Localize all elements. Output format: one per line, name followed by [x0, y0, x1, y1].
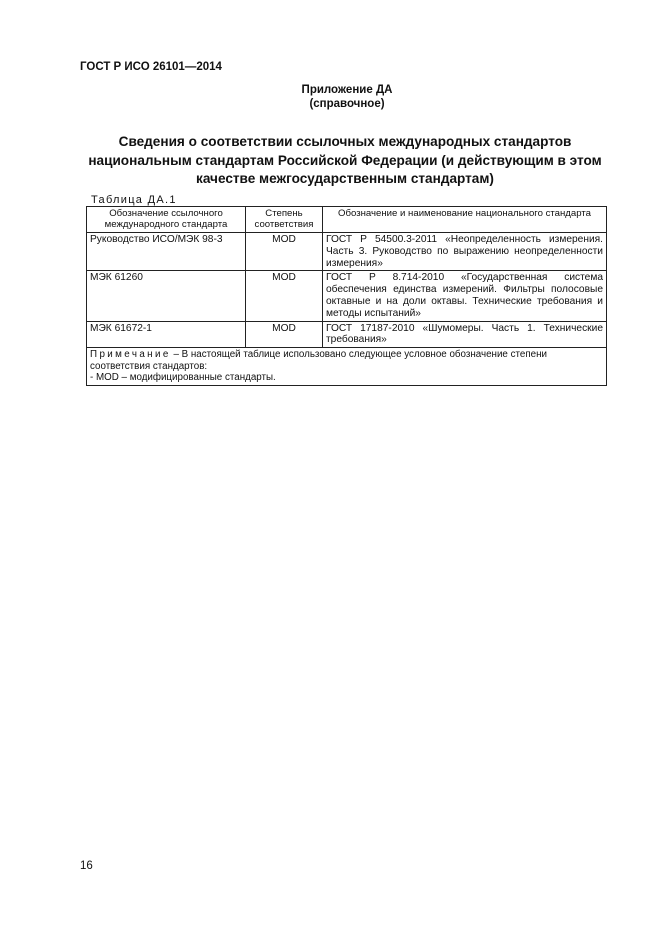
table-header-row	[87, 207, 607, 233]
table-note-row	[87, 348, 607, 386]
annex-title: Приложение ДА	[301, 84, 393, 96]
cell-national-standard: ГОСТ Р 54500.3-2011 «Неопределенность измерения. Часть 3. Руководство по выражению неопределенности измерения»	[323, 233, 607, 271]
title-line-2: национальным стандартам Российской Федерации (и действующим в этом	[88, 152, 602, 168]
title-line-3: качестве межгосударственным стандартам)	[196, 171, 494, 186]
title-line-1: Сведения о соответствии ссылочных международных стандартов	[118, 134, 572, 149]
annex-main-title	[80, 133, 610, 189]
note-item: - MOD – модифицированные стандарты.	[90, 372, 276, 384]
page-number: 16	[80, 860, 93, 872]
cell-ref-standard: МЭК 61672-1	[87, 321, 246, 348]
cell-national-standard: ГОСТ 17187-2010 «Шумомеры. Часть 1. Технические требования»	[323, 321, 607, 348]
cell-degree: MOD	[246, 233, 323, 271]
header-ref-standard: Обозначение ссылочного международного стандарта	[87, 207, 246, 233]
cell-degree: MOD	[246, 271, 323, 321]
cell-ref-standard: МЭК 61260	[87, 271, 246, 321]
annex-heading	[0, 83, 661, 111]
header-degree: Степень соответствия	[246, 207, 323, 233]
table-note	[87, 348, 607, 386]
note-text: – В настоящей таблице использовано следующее условное обозначение степени соответствия стандартов:	[90, 349, 547, 372]
table-caption: Таблица ДА.1	[91, 194, 177, 206]
header-national-standard: Обозначение и наименование национального стандарта	[323, 207, 607, 233]
annex-subtitle: (справочное)	[309, 98, 385, 110]
table-row	[87, 233, 607, 271]
cell-national-standard: ГОСТ Р 8.714-2010 «Государственная система обеспечения единства измерений. Фильтры полосовые октавные и на доли октавы. Технические требования и методы испытаний»	[323, 271, 607, 321]
note-label: Примечание	[90, 349, 171, 361]
cell-ref-standard: Руководство ИСО/МЭК 98-3	[87, 233, 246, 271]
document-code: ГОСТ Р ИСО 26101—2014	[80, 61, 222, 73]
standards-table	[86, 206, 607, 386]
table-row	[87, 321, 607, 348]
table-row	[87, 271, 607, 321]
cell-degree: MOD	[246, 321, 323, 348]
